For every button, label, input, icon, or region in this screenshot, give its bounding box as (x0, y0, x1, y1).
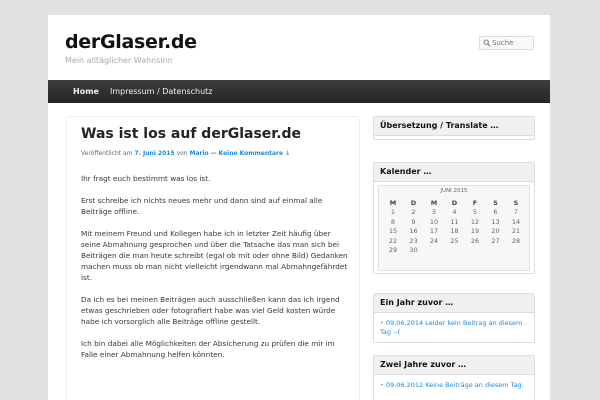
calendar-day: 25 (450, 236, 459, 245)
bullet: • (380, 319, 384, 327)
nav-item-home[interactable]: Home (73, 87, 99, 96)
calendar-day: 10 (429, 217, 439, 226)
calendar-day: 6 (493, 208, 498, 216)
post-content (81, 173, 351, 371)
nav-item-impressum[interactable]: Impressum / Datenschutz (110, 87, 213, 96)
post-meta (81, 150, 290, 157)
bullet: • (380, 381, 384, 389)
calendar-day: 5 (472, 208, 478, 216)
calendar-day: 9 (411, 217, 416, 226)
calendar-day: 8 (390, 217, 396, 226)
search-icon (483, 39, 491, 47)
calendar-weekday: D (451, 199, 458, 207)
calendar-day: 3 (431, 208, 437, 216)
calendar-day: 18 (450, 227, 459, 235)
calendar (378, 185, 530, 271)
search-box[interactable] (479, 36, 534, 50)
list-item[interactable] (374, 375, 534, 390)
post-paragraph: Ihr fragt euch bestimmt was los ist. (81, 174, 211, 183)
calendar-weekday: S (493, 199, 498, 207)
calendar-day: 17 (429, 227, 439, 235)
search-input[interactable] (492, 37, 532, 49)
calendar-day: 21 (511, 227, 521, 235)
widget-ein-jahr-zuvor-title: Ein Jahr zuvor … (374, 294, 534, 313)
calendar-weekday: M (389, 199, 397, 207)
post-paragraph: Da ich es bei meinen Beiträgen auch ausschließen kann das ich irgend etwas geschrieben oder fotografiert habe was viel Geld kosten würde habe ich vorsorglich alle Beiträge offline gestellt. (81, 295, 340, 326)
calendar-weekday: M (430, 199, 438, 207)
calendar-day: 16 (409, 227, 418, 235)
site-title[interactable]: derGlaser.de (65, 31, 197, 53)
widget-calendar-title: Kalender … (374, 163, 534, 182)
calendar-day-link[interactable]: 7 (513, 208, 519, 216)
widget-ein-jahr-zuvor (373, 293, 535, 343)
calendar-day: 19 (470, 227, 480, 235)
post-paragraph: Erst schreibe ich nichts neues mehr und dann sind auf einmal alle Beiträge offline. (81, 196, 323, 216)
site-description: Mein alltäglicher Wahnsinn (65, 56, 173, 65)
post-paragraph: Mit meinem Freund und Kollegen habe ich in letzter Zeit häufig über seine Abmahnung gesprochen und über die Tatsache das man sich bei Beiträgen die man heute schreibt (egal ob mit oder ohne Bild) Gedanken machen muss ob man nicht vielleicht irgendwann mal Abmahngefährdet ist. (81, 229, 348, 282)
calendar-day: 27 (491, 236, 500, 245)
calendar-day: 30 (409, 246, 418, 254)
post-meta-prefix: Veröffentlicht am (81, 150, 133, 157)
calendar-day: 22 (388, 236, 398, 245)
zwei-jahre-zuvor-text: 09.06.2012 Keine Beiträge an diesem Tag. (385, 381, 524, 389)
ein-jahr-zuvor-text: 09.06.2014 Leider kein Beitrag an diesem Tag :-( (380, 319, 523, 336)
calendar-caption: JUNI 2015 (440, 188, 468, 194)
calendar-day: 11 (450, 217, 459, 226)
post-paragraph: Ich bin dabei alle Möglichkeiten der Absicherung zu prüfen die mir im Falle einer Abmahnung helfen könnten. (81, 339, 335, 359)
widget-translate (373, 116, 535, 140)
calendar-weekday: D (410, 199, 417, 207)
widget-zwei-jahre-zuvor (373, 355, 535, 400)
page (48, 15, 550, 400)
post-meta-by: von (176, 150, 188, 157)
calendar-day: 1 (390, 208, 396, 216)
calendar-day: 28 (511, 236, 521, 245)
widget-zwei-jahre-zuvor-title: Zwei Jahre zuvor … (374, 356, 534, 375)
calendar-day: 4 (452, 208, 457, 216)
post-date-link[interactable]: 7. Juni 2015 (134, 150, 175, 157)
post-comments-link[interactable]: Keine Kommentare ↓ (218, 150, 291, 157)
widget-translate-title: Übersetzung / Translate … (374, 117, 534, 136)
calendar-weekday: S (513, 199, 519, 207)
calendar-day: 14 (511, 217, 521, 226)
calendar-day: 13 (491, 217, 500, 226)
post-title[interactable]: Was ist los auf derGlaser.de (81, 126, 302, 142)
list-item[interactable] (374, 313, 534, 337)
widget-calendar (373, 162, 535, 274)
calendar-day: 29 (388, 246, 398, 254)
site-header (48, 15, 550, 80)
calendar-day: 2 (411, 208, 416, 216)
calendar-day: 26 (470, 236, 480, 245)
post-meta-separator: — (210, 150, 217, 157)
post-article (66, 116, 360, 400)
calendar-day: 15 (388, 227, 398, 235)
calendar-day: 20 (491, 227, 500, 235)
calendar-weekday: F (472, 199, 478, 207)
post-author-link[interactable]: Mario (189, 150, 209, 157)
calendar-day: 23 (409, 236, 418, 245)
calendar-day: 12 (470, 217, 480, 226)
calendar-day: 24 (429, 236, 439, 245)
main-navigation (48, 80, 550, 103)
